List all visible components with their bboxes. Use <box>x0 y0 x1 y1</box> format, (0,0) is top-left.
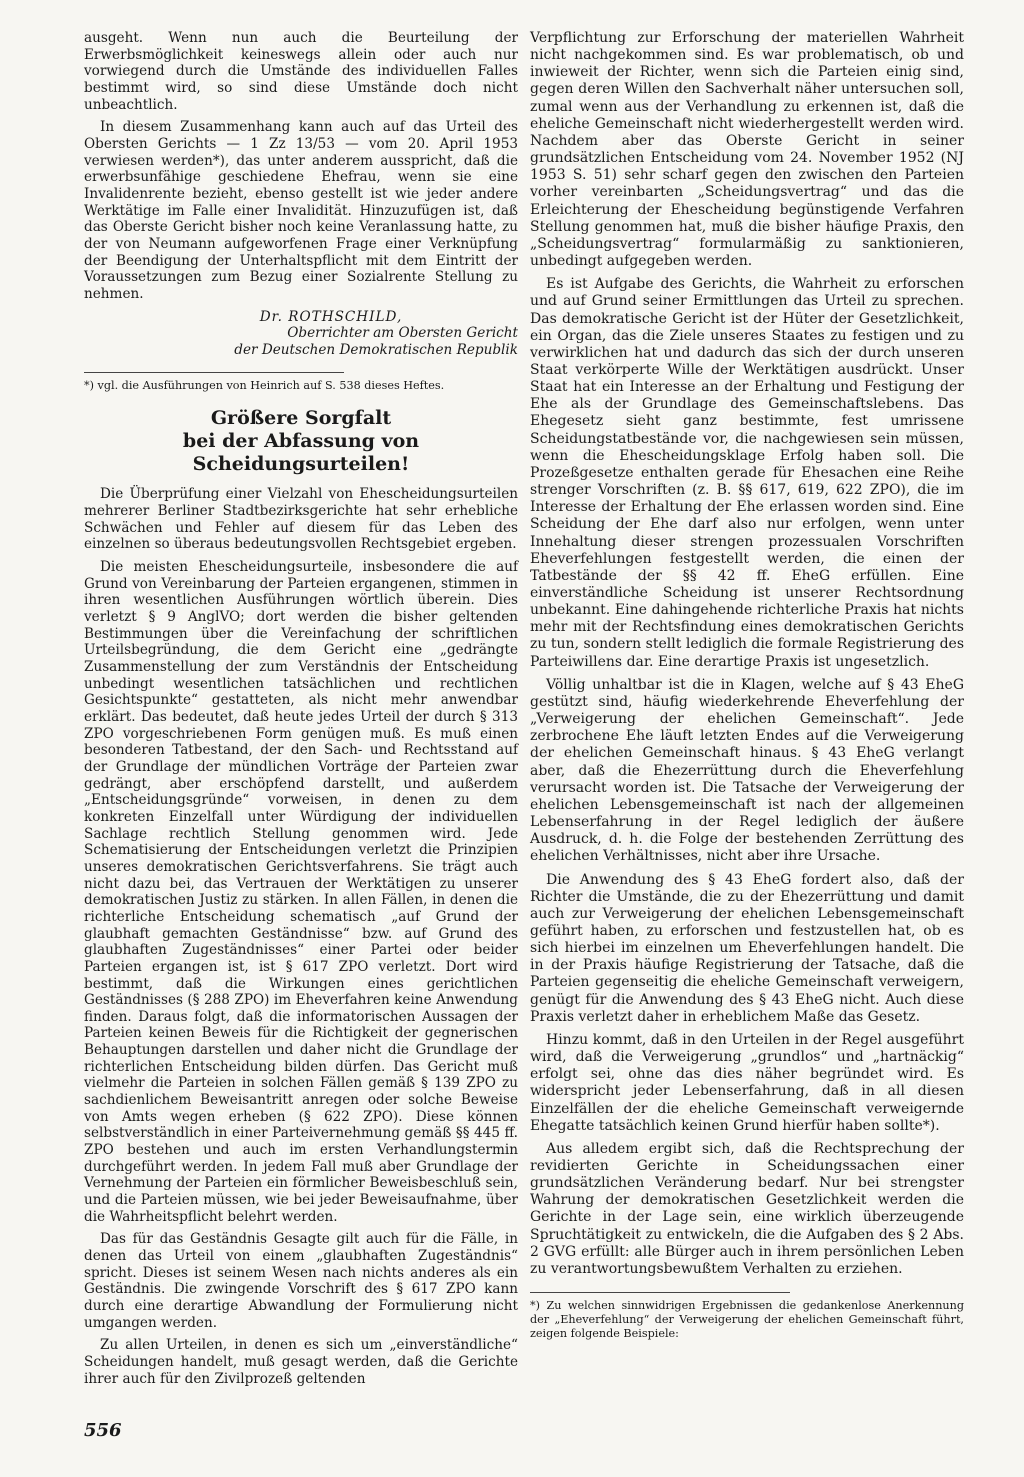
author-title-1: Oberrichter am Obersten Gericht <box>287 325 518 342</box>
left-column <box>84 30 518 1393</box>
right-paragraph-6: Aus alledem ergibt sich, daß die Rechtsprechung der revidierten Gerichte in Scheidungssachen einer grundsätzlichen Veränderung bedarf. Nur bei strengster Wahrung der demokratischen Gesetzlichkeit werden die Gerichte in der Lage sein, eine wirklich überzeugende Spruchtätigkeit zu entwickeln, die die Aufgaben des § 2 Abs. 2 GVG erfüllt: alle Bürger auch in ihrem persönlichen Leben zu verantwortungsbewußtem Verhalten zu erziehen. <box>530 1140 964 1277</box>
page-number: 556 <box>84 1420 122 1441</box>
right-footnote: *) Zu welchen sinnwidrigen Ergebnissen die gedankenlose Anerkennung der „Eheverfehlung“ der Verweigerung der ehelichen Gemeinschaft führt, zeigen folgende Beispiele: <box>530 1299 964 1341</box>
right-paragraph-5: Hinzu kommt, daß in den Urteilen in der Regel ausgeführt wird, daß die Verweigerung „grundlos“ und „hartnäckig“ erfolgt sei, ohne das dies näher begründet wird. Es widerspricht jeder Lebenserfahrung, daß in all diesen Einzelfällen der die eheliche Gemeinschaft verweigernde Ehegatte tatsächlich keinen Grund hierfür haben sollte*). <box>530 1031 964 1134</box>
left-paragraph-1: ausgeht. Wenn nun auch die Beurteilung der Erwerbsmöglichkeit keineswegs allein oder auch nur vorwiegend durch die Umstände des individuellen Falles bestimmt wird, so sind diese Umstände doch nicht unbeachtlich. <box>84 30 518 113</box>
article-paragraph-1: Die Überprüfung einer Vielzahl von Ehescheidungsurteilen mehrerer Berliner Stadtbezirksgerichte hat sehr erhebliche Schwächen und Fehler auf diesem für das Leben des einzelnen so überaus bedeutungsvollen Rechtsgebiet ergeben. <box>84 486 518 553</box>
signature-block <box>84 309 518 359</box>
article-paragraph-4: Zu allen Urteilen, in denen es sich um „einverständliche“ Scheidungen handelt, muß gesagt werden, daß die Gerichte ihrer auch für den Zivilprozeß geltenden <box>84 1337 518 1387</box>
right-paragraph-3: Völlig unhaltbar ist die in Klagen, welche auf § 43 EheG gestützt sind, häufig wiederkehrende Eheverfehlung der „Verweigerung der ehelichen Gemeinschaft“. Jede zerbrochene Ehe läuft letzten Endes auf die Verweigerung der ehelichen Gemeinschaft hinaus. § 43 EheG verlangt aber, daß die Ehezerrüttung durch die Eheverfehlung verursacht worden ist. Die Tatsache der Verweigerung der ehelichen Lebensgemeinschaft ist nach der allgemeinen Lebenserfahrung in der Regel lediglich der äußere Ausdruck, d. h. die Folge der bestehenden Zerrüttung des ehelichen Verhältnisses, nicht aber ihre Ursache. <box>530 676 964 865</box>
left-footnote: *) vgl. die Ausführungen von Heinrich auf S. 538 dieses Heftes. <box>84 379 445 393</box>
article-paragraph-2: Die meisten Ehescheidungsurteile, insbesondere die auf Grund von Vereinbarung der Parteien ergangenen, stimmen in ihren wesentlichen Ausführungen wörtlich überein. Dies verletzt § 9 AnglVO; dort werden die bisher geltenden Bestimmungen über die Vereinfachung der schriftlichen Urteilsbegründung, die dem Gericht eine „gedrängte Zusammenstellung der zum Verständnis der Entscheidung unbedingt wesentlichen tatsächlichen und rechtlichen Gesichtspunkte“ gestatteten, als nicht mehr anwendbar erklärt. Das bedeutet, daß heute jedes Urteil der durch § 313 ZPO vorgeschriebenen Form genügen muß. Es muß einen besonderen Tatbestand, der den Sach- und Rechtsstand auf der Grundlage der mündlichen Vorträge der Parteien zwar gedrängt, aber erschöpfend darstellt, und außerdem „Entscheidungsgründe“ vorweisen, in denen zu dem konkreten Einzelfall unter Würdigung der individuellen Sachlage rechtlich Stellung genommen wird. Jede Schematisierung der Entscheidungen verletzt die Prinzipien unseres demokratischen Gerichtsverfahrens. Sie trägt auch nicht dazu bei, das Vertrauen der Werktätigen zu unserer demokratischen Justiz zu stärken. In allen Fällen, in denen die richterliche Entscheidung schematisch „auf Grund der glaubhaft gemachten Geständnisse“ bzw. auf Grund des glaubhaften Zugeständnisses“ einer Partei oder beider Parteien ergangen ist, ist § 617 ZPO verletzt. Dort wird bestimmt, daß die Wirkungen eines gerichtlichen Geständnisses (§ 288 ZPO) im Eheverfahren keine Anwendung finden. Daraus folgt, daß die informatorischen Aussagen der Parteien keinen Beweis für die Richtigkeit der gegnerischen Behauptungen darstellen und daher nicht die Grundlage der richterlichen Entscheidung bilden dürfen. Das Gericht muß vielmehr die Parteien in solchen Fällen gemäß § 139 ZPO zu sachdienlichem Beweisantritt anregen oder solche Beweise von Amts wegen erheben (§ 622 ZPO). Diese können selbstverständlich in einer Parteivernehmung gemäß §§ 445 ff. ZPO bestehen und auch im ersten Verhandlungstermin durchgeführt werden. In jedem Fall muß aber Grundlage der Vernehmung der Parteien ein förmlicher Beweisbeschluß sein, und die Parteien müssen, wie bei jeder Beweisaufnahme, über die Wahrheitspflicht belehrt werden. <box>84 559 518 1225</box>
right-paragraph-1: Verpflichtung zur Erforschung der materiellen Wahrheit nicht nachgekommen sind. Es war problematisch, ob und inwieweit der Richter, wenn sich die Parteien einig sind, gegen deren Willen den Sachverhalt näher untersuchen soll, zumal wenn aus der Verhandlung zu erkennen ist, daß die eheliche Gemeinschaft nicht wiederhergestellt werden wird. Nachdem aber das Oberste Gericht in seiner grundsätzlichen Entscheidung vom 24. November 1952 (NJ 1953 S. 51) sehr scharf gegen den zwischen den Parteien vorher vereinbarten „Scheidungsvertrag“ und das die Erleichterung der Ehescheidung begünstigende Verfahren Stellung genommen hat, muß die bisher häufige Praxis, den „Scheidungsvertrag“ formularmäßig zu sanktionieren, unbedingt aufgegeben werden. <box>530 30 964 270</box>
footnote-divider <box>84 372 344 373</box>
right-paragraph-4: Die Anwendung des § 43 EheG fordert also, daß der Richter die Umstände, die zu der Ehezerrüttung und damit auch zur Verweigerung der ehelichen Lebensgemeinschaft geführt haben, zu erforschen und festzustellen hat, ob es sich hierbei im einzelnen um Eheverfehlungen handelt. Die in der Praxis häufige Registrierung der Tatsache, daß die Parteien gegenseitig die eheliche Gemeinschaft verweigern, genügt für die Anwendung des § 43 EheG nicht. Auch diese Praxis verletzt daher in erheblichem Maße das Gesetz. <box>530 871 964 1025</box>
right-paragraph-2: Es ist Aufgabe des Gerichts, die Wahrheit zu erforschen und auf Grund seiner Ermittlungen das Urteil zu sprechen. Das demokratische Gericht ist der Hüter der Gesetzlichkeit, ein Organ, das die Ziele unseres Staates zu festigen und zu verwirklichen hat und dadurch das sich der durch unseren Staat verkörperte Wille der Werktätigen ausdrückt. Unser Staat hat ein Interesse an der Erhaltung und Festigung der Ehe als der Grundlage des Gemeinschaftslebens. Das Ehegesetz sieht ganz bestimmte, fest umrissene Scheidungstatbestände vor, die nachgewiesen sein müssen, wenn die Ehescheidungsklage Erfolg haben soll. Die Prozeßgesetze enthalten gerade für Ehesachen eine Reihe strenger Vorschriften (z. B. §§ 617, 619, 622 ZPO), die im Interesse der Erhaltung der Ehe erlassen worden sind. Eine Scheidung der Ehe darf also nur erfolgen, wenn unter Innehaltung dieser strengen prozessualen Vorschriften Eheverfehlungen festgestellt werden, die einen der Tatbestände der §§ 42 ff. EheG erfüllen. Eine einverständliche Scheidung ist unserer Rechtsordnung unbekannt. Eine dahingehende richterliche Praxis hat nichts mehr mit der Rechtsfindung eines demokratischen Gerichts zu tun, sondern stellt lediglich die formale Registrierung des Parteiwillens dar. Eine derartige Praxis ist ungesetzlich. <box>530 276 964 670</box>
article-heading <box>84 407 518 476</box>
article-paragraph-3: Das für das Geständnis Gesagte gilt auch für die Fälle, in denen das Urteil von einem „glaubhaften Zugeständnis“ spricht. Dieses ist seinem Wesen nach nichts anderes als ein Geständnis. Die zwingende Vorschrift des § 617 ZPO kann durch eine derartige Abwandlung der Formulierung nicht umgangen werden. <box>84 1231 518 1331</box>
article-heading-line-2: bei der Abfassung von Scheidungsurteilen! <box>182 430 420 476</box>
author-name: Dr. ROTHSCHILD, <box>259 308 403 325</box>
left-paragraph-2: In diesem Zusammenhang kann auch auf das Urteil des Obersten Gerichts — 1 Zz 13/53 — vom 20. April 1953 verwiesen werden*), das unter anderem ausspricht, daß die erwerbsunfähige geschiedene Ehefrau, wenn sie eine Invalidenrente bezieht, ebenso gestellt ist wie jeder andere Werktätige im Falle einer Invalidität. Hinzuzufügen ist, daß das Oberste Gericht bisher noch keine Veranlassung hatte, zu der von Neumann aufgeworfenen Frage einer Verknüpfung der Beendigung der Unterhaltspflicht mit dem Eintritt der Voraussetzungen zum Bezug einer Sozialrente Stellung zu nehmen. <box>84 119 518 302</box>
article-heading-line-1: Größere Sorgfalt <box>210 407 392 430</box>
author-title-2: der Deutschen Demokratischen Republik <box>234 341 518 358</box>
right-column <box>530 30 964 1351</box>
right-footnote-divider <box>530 1292 790 1293</box>
